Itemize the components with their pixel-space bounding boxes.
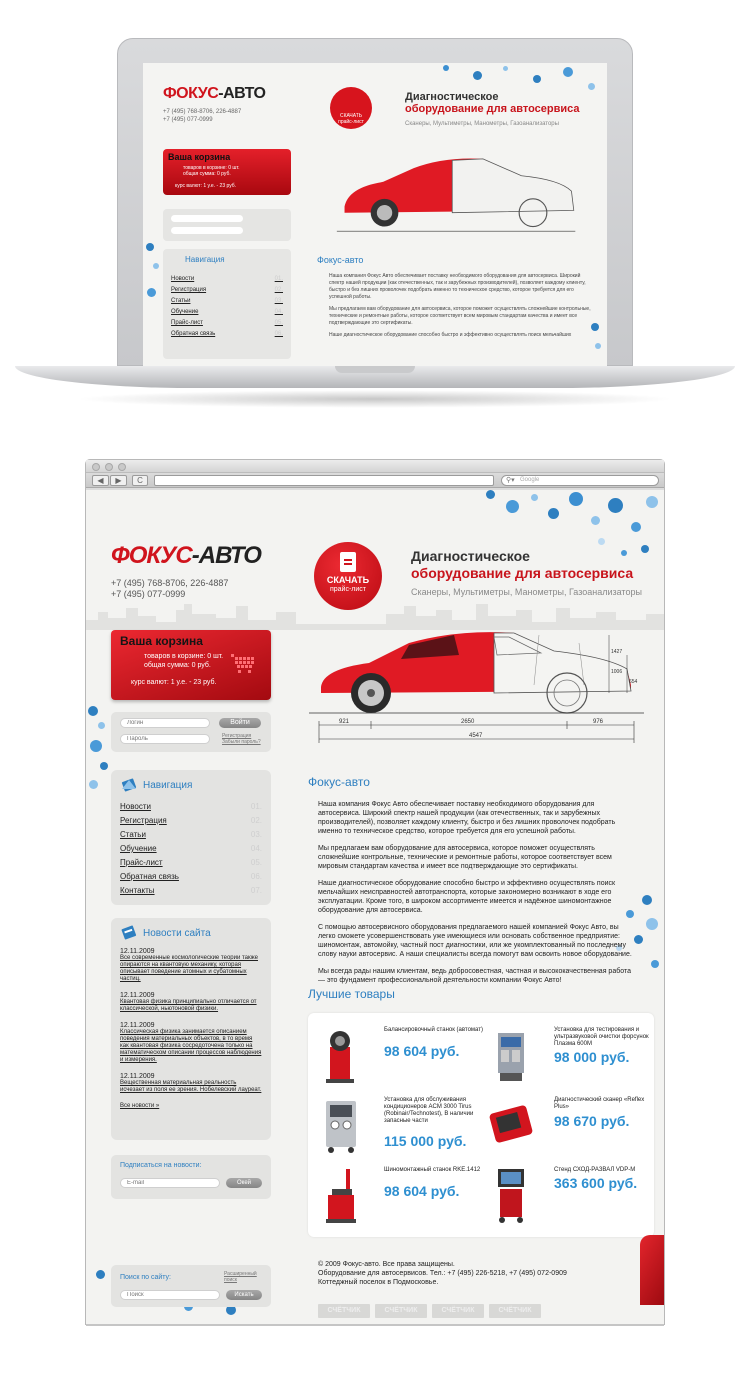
navigation-icon bbox=[120, 776, 138, 792]
paragraph: Мы предлагаем вам оборудование для автосервиса, которое поможет осуществлять сложнейшие контрольные, технические и ремонтные работы, которое соответствует всем мировым стандартам качества и имеет все подтверждающие это сертификаты. bbox=[318, 845, 612, 870]
reload-button[interactable]: C bbox=[132, 475, 148, 486]
cart-title: Ваша корзина bbox=[120, 634, 203, 648]
paragraph: Наше диагностическое оборудование способно быстро и эффективно осуществлять поиск мельчайших неисправностей автотранспорта, которые закономерно возникают в ходе его эксплуатации. Кроме того, в широком ассортименте имеется и надёжное шиномонтажное оборудование для автосервиса. bbox=[318, 880, 616, 914]
product-card[interactable]: Балансировочный станок (автомат) 98 604 руб. bbox=[318, 1025, 488, 1095]
subscribe-button[interactable]: Окей bbox=[226, 1178, 262, 1188]
window-bottom-bar bbox=[86, 1324, 664, 1326]
best-products-title: Лучшие товары bbox=[308, 987, 395, 1001]
product-card[interactable]: Шиномонтажный станок RKE.1412 98 604 руб. bbox=[318, 1165, 488, 1235]
mini-header-subtitle: Сканеры, Мультиметры, Манометры, Газоанализаторы bbox=[405, 121, 559, 127]
mini-cart: Ваша корзина товаров в корзине: 0 шт. общая сумма: 0 руб. курс валют: 1 у.е. - 23 руб. bbox=[163, 149, 291, 195]
browser-window bbox=[85, 459, 665, 1325]
mini-car-illustration bbox=[323, 145, 593, 245]
counters bbox=[318, 1299, 546, 1318]
main-content bbox=[318, 800, 636, 993]
document-icon bbox=[340, 552, 356, 572]
login-form bbox=[111, 712, 271, 752]
wheel-balancer-image bbox=[318, 1025, 364, 1085]
news-title: Новости сайта bbox=[111, 918, 271, 939]
mini-phones: +7 (495) 768-8706, 226-4887 +7 (495) 077-0999 bbox=[163, 109, 242, 123]
mini-login bbox=[163, 209, 291, 241]
dimension-label: 1427 bbox=[611, 649, 623, 655]
product-card[interactable]: Установка для тестирования и ультразвуковой очистки форсунок Плазма 600М 98 000 руб. bbox=[488, 1025, 658, 1095]
browser-toolbar bbox=[86, 473, 664, 488]
counter-badge[interactable]: СЧЁТЧИК bbox=[318, 1304, 370, 1318]
minimize-window-icon[interactable] bbox=[105, 463, 113, 471]
injector-cleaner-image bbox=[488, 1025, 534, 1085]
main-title: Фокус-авто bbox=[308, 775, 370, 789]
dimension-label: 1006 bbox=[611, 669, 623, 675]
dimension-label: 654 bbox=[629, 679, 638, 685]
news-item[interactable]: 12.11.2009 Классическая физика занимается описанием поведения материальных объектов, в то время как квантовая физика сосредоточена только на математическом описании процессов наблюдения и измерения. bbox=[120, 1022, 262, 1063]
dimension-label: 4547 bbox=[469, 733, 483, 739]
dimension-label: 976 bbox=[593, 719, 604, 725]
magnifier-icon: ⚲▾ bbox=[506, 477, 515, 484]
paragraph: Мы всегда рады нашим клиентам, ведь добросовестная, частная и высококачественная работа — это фундамент профессиональной деятельности компании Фокус Авто! bbox=[318, 968, 631, 984]
mini-download-badge[interactable]: СКАЧАТЬ прайс-лист bbox=[330, 87, 372, 129]
close-window-icon[interactable] bbox=[92, 463, 100, 471]
navigation-title: Навигация bbox=[111, 770, 271, 791]
subscribe-title: Подписаться на новости: bbox=[120, 1162, 202, 1169]
mini-content: Наша компания Фокус Авто обеспечивает поставку необходимого оборудования для автосервиса. Широкий спектр нашей продукции (как отечественных, так и зарубежных производителей), позволяет каждому клиенту, быстро и без лишних проволочек подобрать именно то техническое средство, которое требуется для его успешной работы. Мы предлагаем вам оборудование для автосервиса, которое поможет осуществлять сложнейшие контрольные, технические и ремонтные работы, которое соответствует всем мировым стандартам качества и имеет все подтверждающие это сертификаты. Наше диагностическое оборудование способно быстро и эффективно осуществлять поиск мельчайших bbox=[329, 273, 591, 338]
site-logo[interactable]: ФОКУС-АВТО bbox=[111, 542, 261, 569]
subscribe-form bbox=[111, 1155, 271, 1199]
search-button[interactable]: Искать bbox=[226, 1290, 262, 1300]
counter-badge[interactable]: СЧЁТЧИК bbox=[489, 1304, 541, 1318]
advanced-search-link[interactable]: Расширенный поиск bbox=[224, 1271, 257, 1283]
news-panel bbox=[111, 918, 271, 1140]
laptop-screen bbox=[143, 63, 607, 366]
nav-item-contacts[interactable]: Контакты 07. bbox=[120, 886, 262, 895]
all-news-link[interactable]: Все новости » bbox=[120, 1103, 160, 1109]
site-search-title: Поиск по сайту: bbox=[120, 1274, 172, 1281]
news-item[interactable]: 12.11.2009 Все современные космологические теории также опираются на квантовую механику, которая описывает поведение атомных и субатомных частиц. bbox=[120, 948, 258, 982]
cart-icon bbox=[229, 652, 257, 674]
password-input[interactable] bbox=[120, 734, 210, 744]
mini-nav: Навигация Новости 01. Регистрация 02. Статьи 03. Обучение 04. Прайс-лист 05. Обратная связь 06. bbox=[163, 249, 291, 359]
header-title: Диагностическое оборудование для автосервиса bbox=[411, 548, 634, 581]
ac-service-unit-image bbox=[318, 1095, 364, 1155]
wheel-alignment-stand-image bbox=[488, 1165, 534, 1225]
product-price: 98 604 руб. bbox=[384, 1043, 460, 1059]
counter-badge[interactable]: СЧЁТЧИК bbox=[432, 1304, 484, 1318]
navigation-panel bbox=[111, 770, 271, 905]
paragraph: С помощью автосервисного оборудования предлагаемого нашей компанией Фокус Авто, вы легко сможете усовершенствовать уже имеющиеся или основать собственное предприятие: шиномонтаж, автомойку, частный пост диагностики, или же укомплектованный по последнему слову науки автосервис. А наши специалисты всегда помогут вам освоить новое оборудование. bbox=[318, 924, 632, 958]
news-icon bbox=[120, 924, 138, 940]
cart-total: общая сумма: 0 руб. bbox=[144, 662, 211, 669]
product-card[interactable]: Стенд СХОД-РАЗВАЛ VDP-M 363 600 руб. bbox=[488, 1165, 658, 1235]
browser-titlebar bbox=[86, 460, 664, 473]
mini-logo: ФОКУС-АВТО bbox=[163, 85, 266, 102]
login-input[interactable] bbox=[120, 718, 210, 728]
footer-info: © 2009 Фокус-авто. Все права защищены. Оборудование для автосервисов. Тел.: +7 (495) 226-5218, +7 (495) 072-0909 Коттеджный поселок в Подмосковье. bbox=[318, 1261, 567, 1286]
product-price: 98 670 руб. bbox=[554, 1113, 630, 1129]
laptop-mockup bbox=[15, 38, 735, 410]
paragraph: Наша компания Фокус Авто обеспечивает поставку необходимого оборудования для автосервиса. Широкий спектр нашей продукции (как отечественных, так и зарубежных производителей), позволяет каждому клиенту, быстро и без лишних проволочек подобрать именно то техническое средство, которое требуется для его успешной работы. bbox=[318, 801, 616, 835]
laptop-shadow bbox=[75, 390, 675, 408]
header-subtitle: Сканеры, Мультиметры, Манометры, Газоанализаторы bbox=[411, 587, 642, 597]
address-bar[interactable] bbox=[154, 475, 494, 486]
laptop-notch bbox=[335, 366, 415, 373]
browser-search-field[interactable]: ⚲▾ Google bbox=[501, 475, 659, 486]
forward-button[interactable]: ▶ bbox=[110, 475, 127, 486]
currency-rate: курс валют: 1 у.е. - 23 руб. bbox=[131, 679, 217, 686]
web-page bbox=[86, 490, 664, 1324]
car-blueprint-illustration bbox=[309, 625, 644, 755]
red-ribbon-decoration bbox=[640, 1235, 664, 1305]
tire-changer-image bbox=[318, 1165, 364, 1225]
nav-item-price-list[interactable]: Прайс-лист 05. bbox=[120, 858, 262, 867]
contact-phones: +7 (495) 768-8706, 226-4887 +7 (495) 077-0999 bbox=[111, 578, 229, 599]
back-button[interactable]: ◀ bbox=[92, 475, 109, 486]
nav-item-registration[interactable]: Регистрация 02. bbox=[120, 816, 262, 825]
product-price: 363 600 руб. bbox=[554, 1175, 638, 1191]
product-card[interactable]: Диагностический сканер «Reflex Plus» 98 670 руб. bbox=[488, 1095, 658, 1165]
email-field[interactable] bbox=[120, 1178, 220, 1188]
products-grid bbox=[308, 1013, 654, 1237]
mini-header-title: Диагностическое оборудование для автосервиса bbox=[405, 91, 580, 115]
nav-item-feedback[interactable]: Обратная связь 06. bbox=[120, 872, 262, 881]
search-input[interactable] bbox=[120, 1290, 220, 1300]
dimension-label: 2650 bbox=[461, 719, 475, 725]
shopping-cart-panel[interactable] bbox=[111, 630, 271, 700]
cart-items-count: товаров в корзине: 0 шт. bbox=[144, 653, 224, 660]
product-card[interactable]: Установка для обслуживания кондиционеров ACM 3000 Tirus (Robinair/Technotest), В наличии запасные части 115 000 руб. bbox=[318, 1095, 488, 1165]
login-button[interactable]: Войти bbox=[219, 718, 261, 728]
diagnostic-scanner-image bbox=[488, 1095, 534, 1155]
dimension-label: 921 bbox=[339, 719, 350, 725]
mini-section-title: Фокус-авто bbox=[317, 255, 364, 265]
news-item[interactable]: 12.11.2009 Квантовая физика принципиально отличается от классической, ньютоновой физики. bbox=[120, 992, 257, 1012]
product-price: 98 000 руб. bbox=[554, 1049, 630, 1065]
counter-badge[interactable]: СЧЁТЧИК bbox=[375, 1304, 427, 1318]
nav-item-articles[interactable]: Статьи 03. bbox=[120, 830, 262, 839]
site-search-form bbox=[111, 1265, 271, 1307]
nav-item-training[interactable]: Обучение 04. bbox=[120, 844, 262, 853]
product-price: 98 604 руб. bbox=[384, 1183, 460, 1199]
download-price-list-button[interactable]: СКАЧАТЬ прайс-лист bbox=[314, 542, 382, 610]
register-link[interactable]: Регистрация Забыли пароль? bbox=[222, 733, 261, 745]
nav-item-news[interactable]: Новости 01. bbox=[120, 802, 262, 811]
news-item[interactable]: 12.11.2009 Вещественная материальная реальность исчезает из поля ее зрения. Нобелевский лауреат. bbox=[120, 1073, 262, 1093]
maximize-window-icon[interactable] bbox=[118, 463, 126, 471]
product-price: 115 000 руб. bbox=[384, 1133, 467, 1149]
